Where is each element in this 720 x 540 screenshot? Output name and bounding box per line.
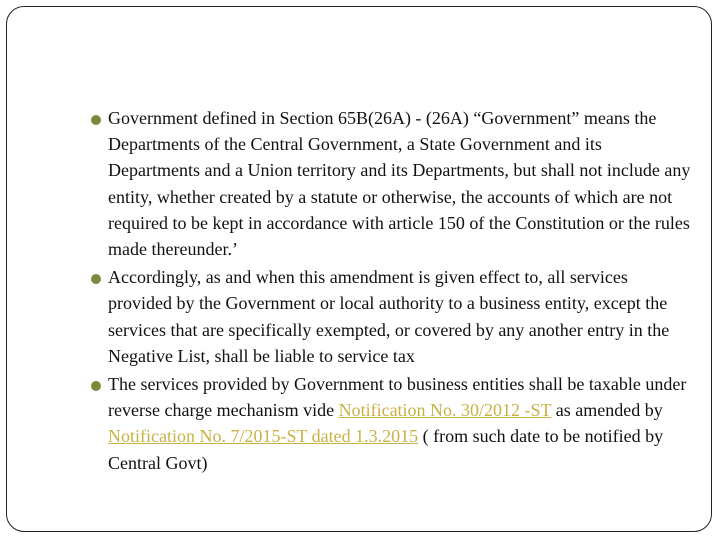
bullet-item-reverse-charge (91, 371, 691, 476)
bullet-text: Accordingly, as and when this amendment is given effect to, all services provided by the Government or local authority to a business entity, except the services that are specifically exempted, or covered by any another entry in the Negative List, shall be liable to service tax (108, 267, 670, 366)
notification-7-2015-link[interactable]: Notification No. 7/2015-ST dated 1.3.2015 (108, 426, 419, 447)
bullet-icon (91, 381, 101, 391)
bullet-item-government-definition (91, 105, 691, 262)
bullet-text: Government defined in Section 65B(26A) - (26A) “Government” means the Departments of the Central Government, a State Government and its Departments and a Union territory and its Departments, but shall not include any entity, whether created by a statute or otherwise, the accounts of which are not required to be kept in accordance with article 150 of the Constitution or the rules made thereunder.’ (108, 108, 691, 260)
bullet-text-middle: as amended by (551, 400, 663, 421)
bullet-icon (91, 274, 101, 284)
bullet-icon (91, 115, 101, 125)
bullet-text-after: ( from such date to be notified by Central Govt) (108, 426, 664, 473)
slide-frame (6, 6, 712, 532)
bullet-item-amendment-effect (91, 264, 691, 369)
notification-30-2012-link[interactable]: Notification No. 30/2012 -ST (338, 400, 552, 421)
bullet-text-before: The services provided by Government to business entities shall be taxable under reverse charge mechanism vide (108, 374, 687, 421)
bullet-list (91, 105, 691, 478)
